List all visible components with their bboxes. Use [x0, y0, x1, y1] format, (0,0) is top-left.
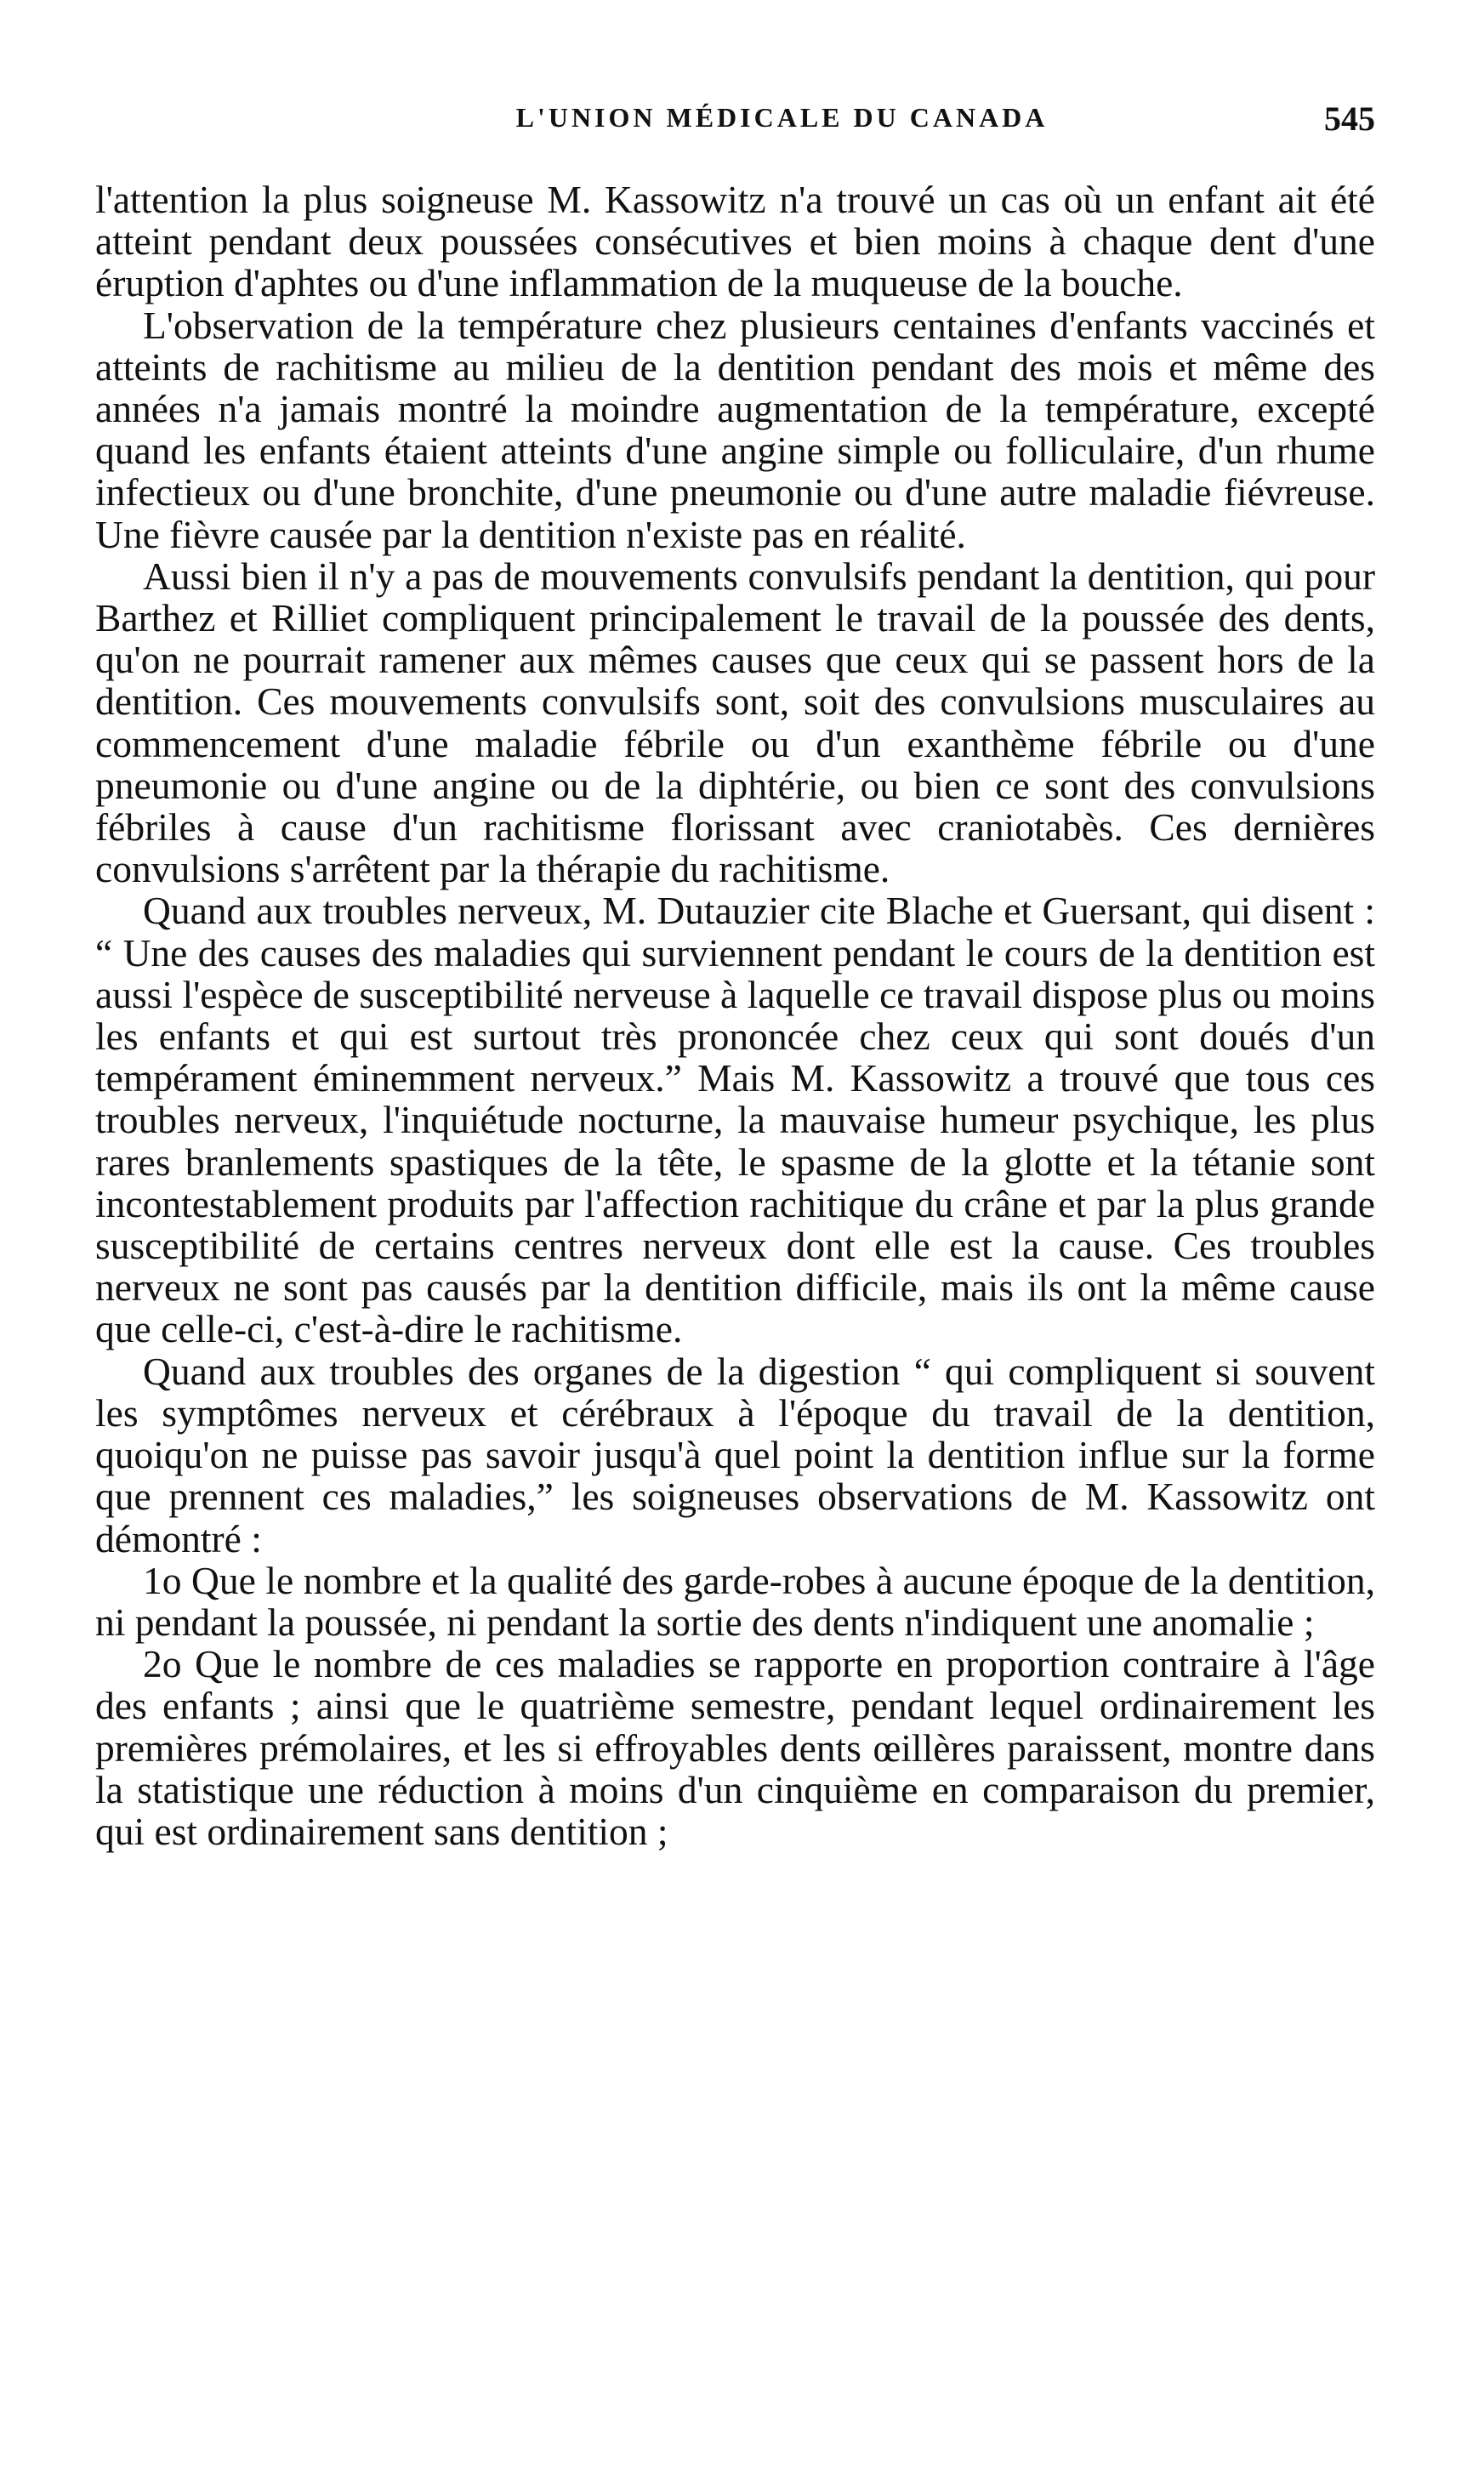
- journal-title: L'UNION MÉDICALE DU CANADA: [515, 102, 1049, 133]
- running-header: [95, 95, 1375, 155]
- page-number: 545: [1324, 99, 1375, 138]
- document-page: [95, 95, 1375, 1852]
- paragraph: Aussi bien il n'y a pas de mouvements convulsifs pendant la dentition, qui pour Barthez et Rilliet compliquent principalement le travail de la poussée des dents, qu'on ne pourrait ramener aux mêmes causes que ceux qui se passent hors de la dentition. Ces mouvements convulsifs sont, soit des convulsions musculaires au commencement d'une maladie fébrile ou d'un exanthème fébrile ou d'une pneumonie ou d'une angine ou de la diphtérie, ou bien ce sont des convulsions fébriles à cause d'un rachitisme florissant avec craniotabès. Ces dernières convulsions s'arrêtent par la thérapie du rachitisme.: [95, 554, 1375, 891]
- article-body: [95, 179, 1375, 1852]
- paragraph: L'observation de la température chez plusieurs centaines d'enfants vaccinés et atteints de rachitisme au milieu de la dentition pendant des mois et même des années n'a jamais montré la moindre augmentation de la température, excepté quand les enfants étaient atteints d'une angine simple ou folliculaire, d'un rhume infectieux ou d'une bronchite, d'une pneumonie ou d'une autre maladie fiévreuse. Une fièvre causée par la dentition n'existe pas en réalité.: [95, 303, 1375, 556]
- paragraph: Quand aux troubles nerveux, M. Dutauzier cite Blache et Guersant, qui disent : “ Une des causes des maladies qui surviennent pendant le cours de la dentition est aussi l'espèce de susceptibilité nerveuse à laquelle ce travail dispose plus ou moins les enfants et qui est surtout très prononcée chez ceux qui sont doués d'un tempérament éminemment nerveux.” Mais M. Kassowitz a trouvé que tous ces troubles nerveux, l'inquiétude nocturne, la mauvaise humeur psychique, les plus rares branlements spastiques de la tête, le spasme de la glotte et la tétanie sont incontestablement produits par l'affection rachitique du crâne et par la plus grande susceptibilité de certains centres nerveux dont elle est la cause. Ces troubles nerveux ne sont pas causés par la dentition difficile, mais ils ont la même cause que celle-ci, c'est-à-dire le rachitisme.: [95, 889, 1375, 1351]
- list-item: 2o Que le nombre de ces maladies se rapporte en proportion contraire à l'âge des enfants ; ainsi que le quatrième semestre, pendant lequel ordinairement les premières prémolaires, et les si effroyables dents œillères paraissent, montre dans la statistique une réduction à moins d'un cinquième en comparaison du premier, qui est ordinairement sans dentition ;: [95, 1642, 1375, 1853]
- list-item: 1o Que le nombre et la qualité des garde-robes à aucune époque de la dentition, ni pendant la poussée, ni pendant la sortie des dents n'indiquent une anomalie ;: [95, 1558, 1375, 1644]
- paragraph: Quand aux troubles des organes de la digestion “ qui compliquent si souvent les symptômes nerveux et cérébraux à l'époque du travail de la dentition, quoiqu'on ne puisse pas savoir jusqu'à quel point la dentition influe sur la forme que prennent ces maladies,” les soigneuses observations de M. Kassowitz ont démontré :: [95, 1349, 1375, 1560]
- paragraph: l'attention la plus soigneuse M. Kassowitz n'a trouvé un cas où un enfant ait été atteint pendant deux poussées consécutives et bien moins à chaque dent d'une éruption d'aphtes ou d'une inflammation de la muqueuse de la bouche.: [95, 178, 1375, 305]
